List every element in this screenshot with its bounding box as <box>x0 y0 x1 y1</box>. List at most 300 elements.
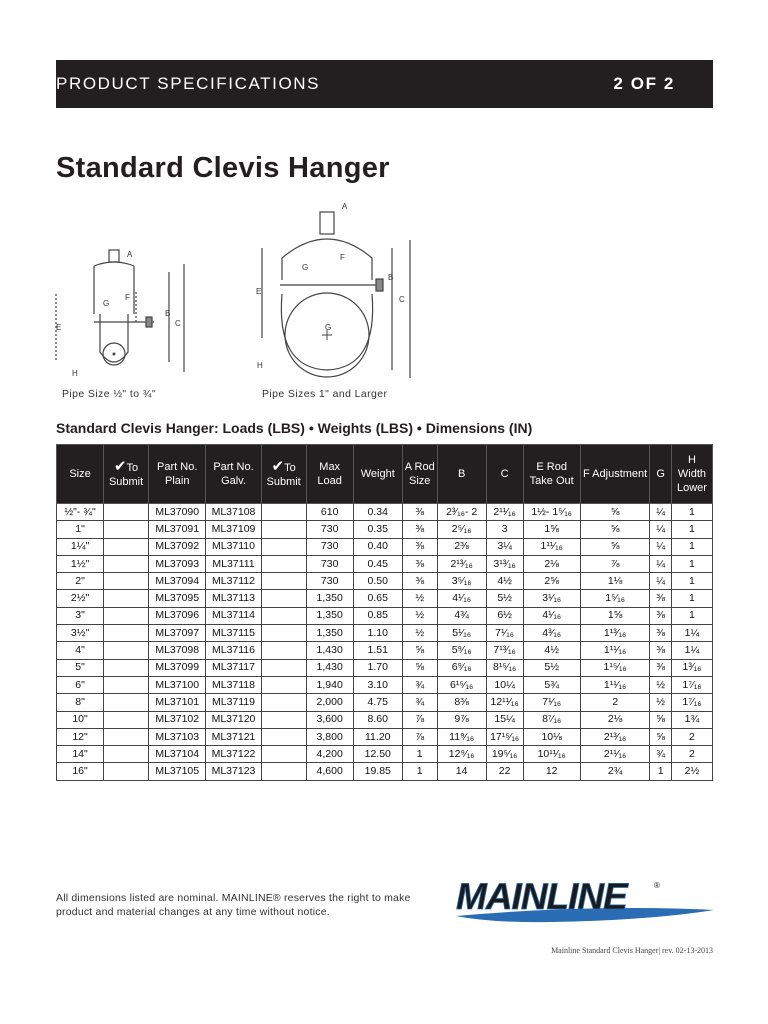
cell-g: ¼ <box>650 538 671 555</box>
submit-checkbox-cell[interactable] <box>261 504 306 521</box>
cell-part-plain: ML37097 <box>149 625 206 642</box>
cell-weight: 1.10 <box>353 625 402 642</box>
submit-checkbox-cell[interactable] <box>104 694 149 711</box>
cell-h: 1¼ <box>671 642 712 659</box>
cell-c: 2¹¹⁄₁₆ <box>486 504 523 521</box>
cell-part-galv: ML37121 <box>206 728 261 745</box>
cell-weight: 0.50 <box>353 573 402 590</box>
cell-g: ¼ <box>650 573 671 590</box>
small-label-h: H <box>72 369 78 378</box>
cell-h: 1¾ <box>671 711 712 728</box>
cell-a: ½ <box>402 625 437 642</box>
small-label-e: E <box>56 323 62 332</box>
cell-max-load: 4,200 <box>306 746 353 763</box>
cell-max-load: 3,800 <box>306 728 353 745</box>
table-header-row <box>57 445 713 504</box>
cell-b: 6¹⁵⁄₁₆ <box>437 676 486 693</box>
cell-a: ½ <box>402 607 437 624</box>
cell-c: 15¼ <box>486 711 523 728</box>
large-hanger-strap <box>282 239 372 280</box>
submit-checkbox-cell[interactable] <box>261 676 306 693</box>
table-row <box>57 676 713 693</box>
document-title: Standard Clevis Hanger <box>56 152 390 184</box>
cell-b: 2⁵⁄₁₆ <box>437 521 486 538</box>
cell-h: 1 <box>671 555 712 572</box>
column-header-label: To Submit <box>108 461 144 488</box>
column-header-label: F Adjustment <box>583 468 648 480</box>
header-title: PRODUCT SPECIFICATIONS <box>56 74 321 93</box>
cell-h: 1¼ <box>671 625 712 642</box>
cell-part-plain: ML37104 <box>149 746 206 763</box>
table-row <box>57 746 713 763</box>
cell-weight: 0.40 <box>353 538 402 555</box>
column-header-a <box>402 445 437 504</box>
cell-e: 12 <box>523 763 580 780</box>
large-bolt-nut <box>376 279 383 291</box>
large-label-b: B <box>388 273 394 282</box>
cell-a: 1 <box>402 746 437 763</box>
cell-g: ⅜ <box>650 625 671 642</box>
cell-part-galv: ML37120 <box>206 711 261 728</box>
cell-size: 12" <box>57 728 104 745</box>
cell-g: ¼ <box>650 521 671 538</box>
cell-part-galv: ML37109 <box>206 521 261 538</box>
cell-e: 1½- 1⁵⁄₁₆ <box>523 504 580 521</box>
cell-g: ⅜ <box>650 659 671 676</box>
specs-table <box>56 444 713 781</box>
cell-part-galv: ML37116 <box>206 642 261 659</box>
submit-checkbox-cell[interactable] <box>261 538 306 555</box>
cell-g: ⅜ <box>650 590 671 607</box>
submit-checkbox-cell[interactable] <box>261 728 306 745</box>
cell-size: 16" <box>57 763 104 780</box>
checkmark-icon: ✔ <box>113 457 127 475</box>
table-row <box>57 504 713 521</box>
cell-h: 1 <box>671 590 712 607</box>
cell-size: 10" <box>57 711 104 728</box>
cell-part-galv: ML37110 <box>206 538 261 555</box>
cell-e: 10⅛ <box>523 728 580 745</box>
cell-g: 1 <box>650 763 671 780</box>
table-row <box>57 607 713 624</box>
column-header-b <box>437 445 486 504</box>
column-header-submit-plain <box>104 445 149 504</box>
cell-size: 1½" <box>57 555 104 572</box>
checkmark-icon: ✔ <box>271 457 285 475</box>
large-label-f: F <box>340 253 345 262</box>
column-header-weight <box>353 445 402 504</box>
cell-b: 12⁹⁄₁₆ <box>437 746 486 763</box>
cell-b: 2³⁄₁₆- 2 <box>437 504 486 521</box>
cell-size: 5" <box>57 659 104 676</box>
cell-b: 3⁵⁄₁₆ <box>437 573 486 590</box>
logo-registered-mark: ® <box>654 881 660 890</box>
column-header-part-galv <box>206 445 261 504</box>
cell-h: 1 <box>671 504 712 521</box>
column-header-h <box>671 445 712 504</box>
table-row <box>57 694 713 711</box>
cell-size: 14" <box>57 746 104 763</box>
cell-c: 7¹⁄₁₆ <box>486 625 523 642</box>
submit-checkbox-cell[interactable] <box>261 711 306 728</box>
cell-f: 1⅛ <box>580 573 650 590</box>
cell-max-load: 730 <box>306 555 353 572</box>
cell-h: 2½ <box>671 763 712 780</box>
cell-b: 4¾ <box>437 607 486 624</box>
cell-size: ½"- ¾" <box>57 504 104 521</box>
cell-b: 11⁹⁄₁₆ <box>437 728 486 745</box>
cell-size: 1¼" <box>57 538 104 555</box>
cell-part-plain: ML37099 <box>149 659 206 676</box>
submit-checkbox-cell[interactable] <box>261 694 306 711</box>
submit-checkbox-cell[interactable] <box>104 746 149 763</box>
column-header-label: To Submit <box>266 461 301 488</box>
column-header-e <box>523 445 580 504</box>
cell-part-galv: ML37122 <box>206 746 261 763</box>
cell-size: 2" <box>57 573 104 590</box>
cell-max-load: 730 <box>306 538 353 555</box>
cell-a: ⅞ <box>402 728 437 745</box>
cell-size: 3½" <box>57 625 104 642</box>
submit-checkbox-cell[interactable] <box>104 676 149 693</box>
cell-weight: 1.51 <box>353 642 402 659</box>
cell-part-galv: ML37111 <box>206 555 261 572</box>
column-header-label: Part No. Plain <box>157 461 198 487</box>
table-row <box>57 555 713 572</box>
cell-c: 22 <box>486 763 523 780</box>
cell-part-plain: ML37098 <box>149 642 206 659</box>
small-label-g: G <box>103 299 110 308</box>
table-row <box>57 763 713 780</box>
cell-a: ⅜ <box>402 573 437 590</box>
cell-weight: 4.75 <box>353 694 402 711</box>
cell-g: ¾ <box>650 746 671 763</box>
cell-e: 2⅛ <box>523 555 580 572</box>
large-rod-nut <box>320 212 334 234</box>
cell-f: 2 <box>580 694 650 711</box>
cell-b: 2⅜ <box>437 538 486 555</box>
cell-c: 3¹³⁄₁₆ <box>486 555 523 572</box>
cell-weight: 0.35 <box>353 521 402 538</box>
small-label-a: A <box>127 250 133 259</box>
cell-c: 12¹¹⁄₁₆ <box>486 694 523 711</box>
cell-c: 3 <box>486 521 523 538</box>
cell-f: 2¹¹⁄₁₆ <box>580 746 650 763</box>
cell-weight: 19.85 <box>353 763 402 780</box>
cell-c: 7¹³⁄₁₆ <box>486 642 523 659</box>
cell-part-galv: ML37112 <box>206 573 261 590</box>
cell-weight: 1.70 <box>353 659 402 676</box>
cell-b: 4¹⁄₁₆ <box>437 590 486 607</box>
cell-a: ⅜ <box>402 504 437 521</box>
cell-b: 5¹⁄₁₆ <box>437 625 486 642</box>
cell-f: 1¹¹⁄₁₆ <box>580 642 650 659</box>
cell-f: ⅝ <box>580 521 650 538</box>
cell-weight: 0.45 <box>353 555 402 572</box>
column-header-label: Max Load <box>317 461 342 487</box>
submit-checkbox-cell[interactable] <box>104 659 149 676</box>
column-header-label: E Rod Take Out <box>529 461 574 487</box>
cell-h: 1⁷⁄₁₆ <box>671 676 712 693</box>
large-label-g-center: G <box>325 323 332 332</box>
page-number: 2 OF 2 <box>613 74 675 93</box>
table-row <box>57 573 713 590</box>
cell-c: 3¼ <box>486 538 523 555</box>
cell-part-plain: ML37092 <box>149 538 206 555</box>
cell-f: 1¹³⁄₁₆ <box>580 625 650 642</box>
cell-g: ⅝ <box>650 711 671 728</box>
cell-e: 4½ <box>523 642 580 659</box>
cell-part-plain: ML37105 <box>149 763 206 780</box>
submit-checkbox-cell[interactable] <box>261 642 306 659</box>
cell-part-plain: ML37100 <box>149 676 206 693</box>
cell-e: 5¾ <box>523 676 580 693</box>
cell-f: ⅞ <box>580 555 650 572</box>
column-header-size <box>57 445 104 504</box>
cell-part-galv: ML37108 <box>206 504 261 521</box>
cell-e: 8⁷⁄₁₆ <box>523 711 580 728</box>
table-row <box>57 642 713 659</box>
cell-b: 6⁹⁄₁₆ <box>437 659 486 676</box>
cell-g: ⅜ <box>650 642 671 659</box>
cell-h: 1⁷⁄₁₆ <box>671 694 712 711</box>
cell-size: 6" <box>57 676 104 693</box>
submit-checkbox-cell[interactable] <box>104 573 149 590</box>
submit-checkbox-cell[interactable] <box>104 728 149 745</box>
large-label-e: E <box>256 287 262 296</box>
submit-checkbox-cell[interactable] <box>104 625 149 642</box>
column-header-max-load <box>306 445 353 504</box>
submit-checkbox-cell[interactable] <box>261 521 306 538</box>
submit-checkbox-cell[interactable] <box>261 590 306 607</box>
cell-part-plain: ML37093 <box>149 555 206 572</box>
cell-e: 1⅝ <box>523 521 580 538</box>
cell-g: ⅜ <box>650 607 671 624</box>
cell-a: ⅝ <box>402 642 437 659</box>
cell-h: 1 <box>671 538 712 555</box>
cell-e: 5½ <box>523 659 580 676</box>
cell-f: ⅝ <box>580 538 650 555</box>
cell-part-galv: ML37119 <box>206 694 261 711</box>
cell-f: 2¹³⁄₁₆ <box>580 728 650 745</box>
small-label-c: C <box>175 319 181 328</box>
cell-part-galv: ML37117 <box>206 659 261 676</box>
small-diagram-caption: Pipe Size ½" to ¾" <box>62 388 157 400</box>
submit-checkbox-cell[interactable] <box>261 625 306 642</box>
revision-label: Mainline Standard Clevis Hanger| rev. 02-13-2013 <box>551 946 713 955</box>
cell-part-plain: ML37101 <box>149 694 206 711</box>
cell-a: ⅜ <box>402 555 437 572</box>
cell-part-galv: ML37113 <box>206 590 261 607</box>
cell-max-load: 1,350 <box>306 625 353 642</box>
table-row <box>57 728 713 745</box>
cell-e: 2⅝ <box>523 573 580 590</box>
cell-max-load: 1,430 <box>306 659 353 676</box>
cell-part-plain: ML37095 <box>149 590 206 607</box>
cell-weight: 0.34 <box>353 504 402 521</box>
column-header-submit-galv <box>261 445 306 504</box>
submit-checkbox-cell[interactable] <box>104 590 149 607</box>
cell-h: 1³⁄₁₆ <box>671 659 712 676</box>
cell-part-plain: ML37094 <box>149 573 206 590</box>
cell-a: 1 <box>402 763 437 780</box>
small-bolt-nut <box>146 317 152 327</box>
submit-checkbox-cell[interactable] <box>261 763 306 780</box>
cell-f: 2⅛ <box>580 711 650 728</box>
cell-size: 1" <box>57 521 104 538</box>
column-header-part-plain <box>149 445 206 504</box>
cell-e: 4³⁄₁₆ <box>523 625 580 642</box>
cell-part-plain: ML37102 <box>149 711 206 728</box>
table-row <box>57 711 713 728</box>
table-row <box>57 625 713 642</box>
column-header-f <box>580 445 650 504</box>
large-label-h: H <box>257 361 263 370</box>
cell-f: 1¹¹⁄₁₆ <box>580 676 650 693</box>
cell-weight: 0.85 <box>353 607 402 624</box>
submit-checkbox-cell[interactable] <box>104 607 149 624</box>
cell-f: 1¹⁵⁄₁₆ <box>580 659 650 676</box>
cell-f: 1⅝ <box>580 607 650 624</box>
large-label-a: A <box>342 202 348 211</box>
cell-part-galv: ML37118 <box>206 676 261 693</box>
cell-e: 4¹⁄₁₆ <box>523 607 580 624</box>
cell-max-load: 1,350 <box>306 590 353 607</box>
cell-h: 1 <box>671 521 712 538</box>
submit-checkbox-cell[interactable] <box>261 555 306 572</box>
submit-checkbox-cell[interactable] <box>104 521 149 538</box>
column-header-label: H Width Lower <box>676 454 707 494</box>
cell-part-plain: ML37091 <box>149 521 206 538</box>
large-label-c: C <box>399 295 405 304</box>
submit-checkbox-cell[interactable] <box>104 555 149 572</box>
cell-max-load: 1,350 <box>306 607 353 624</box>
column-header-label: Size <box>69 468 91 480</box>
cell-g: ½ <box>650 676 671 693</box>
cell-part-plain: ML37103 <box>149 728 206 745</box>
small-hanger-strap <box>94 262 134 314</box>
submit-checkbox-cell[interactable] <box>104 504 149 521</box>
submit-checkbox-cell[interactable] <box>104 642 149 659</box>
disclaimer-note: All dimensions listed are nominal. MAINLINE® reserves the right to make product and material changes at any time without notice. <box>56 892 411 918</box>
submit-checkbox-cell[interactable] <box>261 659 306 676</box>
cell-h: 1 <box>671 573 712 590</box>
cell-max-load: 610 <box>306 504 353 521</box>
cell-part-plain: ML37090 <box>149 504 206 521</box>
cell-e: 1¹¹⁄₁₆ <box>523 538 580 555</box>
cell-b: 8⅜ <box>437 694 486 711</box>
cell-b: 2¹³⁄₁₆ <box>437 555 486 572</box>
small-label-f: F <box>125 293 130 302</box>
cell-b: 9⅞ <box>437 711 486 728</box>
cell-g: ¼ <box>650 555 671 572</box>
table-row <box>57 538 713 555</box>
table-row <box>57 521 713 538</box>
cell-part-galv: ML37114 <box>206 607 261 624</box>
cell-c: 17¹⁵⁄₁₆ <box>486 728 523 745</box>
large-hanger-diagram <box>252 200 422 384</box>
cell-part-galv: ML37115 <box>206 625 261 642</box>
logo-wordmark: MAINLINE <box>456 876 627 917</box>
cell-max-load: 2,000 <box>306 694 353 711</box>
column-header-label: B <box>457 468 466 480</box>
submit-checkbox-cell[interactable] <box>261 573 306 590</box>
cell-b: 5⁹⁄₁₆ <box>437 642 486 659</box>
column-header-label: C <box>500 468 509 480</box>
cell-c: 10¼ <box>486 676 523 693</box>
cell-a: ¾ <box>402 676 437 693</box>
cell-size: 8" <box>57 694 104 711</box>
cell-e: 3¹⁄₁₆ <box>523 590 580 607</box>
column-header-label: Part No. Galv. <box>213 461 254 487</box>
cell-f: ⅝ <box>580 504 650 521</box>
table-body <box>57 504 713 781</box>
cell-a: ⅝ <box>402 659 437 676</box>
cell-weight: 3.10 <box>353 676 402 693</box>
cell-g: ¼ <box>650 504 671 521</box>
cell-size: 4" <box>57 642 104 659</box>
column-header-label: Weight <box>360 468 395 480</box>
submit-checkbox-cell[interactable] <box>261 746 306 763</box>
cell-max-load: 3,600 <box>306 711 353 728</box>
cell-f: 1⁵⁄₁₆ <box>580 590 650 607</box>
small-hanger-diagram <box>54 244 194 384</box>
cell-h: 2 <box>671 746 712 763</box>
column-header-c <box>486 445 523 504</box>
cell-b: 14 <box>437 763 486 780</box>
cell-c: 4½ <box>486 573 523 590</box>
cell-h: 1 <box>671 607 712 624</box>
mainline-logo <box>452 876 714 926</box>
cell-weight: 11.20 <box>353 728 402 745</box>
cell-a: ⅜ <box>402 521 437 538</box>
table-row <box>57 590 713 607</box>
column-header-g <box>650 445 671 504</box>
table-heading: Standard Clevis Hanger: Loads (LBS) • Weights (LBS) • Dimensions (IN) <box>56 420 533 436</box>
cell-size: 3" <box>57 607 104 624</box>
cell-max-load: 4,600 <box>306 763 353 780</box>
small-label-b: B <box>165 309 171 318</box>
cell-g: ⅝ <box>650 728 671 745</box>
submit-checkbox-cell[interactable] <box>261 607 306 624</box>
cell-max-load: 730 <box>306 521 353 538</box>
header-bar <box>56 60 713 108</box>
cell-c: 19⁵⁄₁₆ <box>486 746 523 763</box>
cell-part-plain: ML37096 <box>149 607 206 624</box>
submit-checkbox-cell[interactable] <box>104 763 149 780</box>
table-row <box>57 659 713 676</box>
cell-max-load: 730 <box>306 573 353 590</box>
cell-weight: 12.50 <box>353 746 402 763</box>
column-header-label: G <box>656 468 665 480</box>
cell-a: ¾ <box>402 694 437 711</box>
submit-checkbox-cell[interactable] <box>104 538 149 555</box>
cell-a: ½ <box>402 590 437 607</box>
cell-c: 5½ <box>486 590 523 607</box>
cell-g: ½ <box>650 694 671 711</box>
cell-max-load: 1,430 <box>306 642 353 659</box>
cell-c: 6½ <box>486 607 523 624</box>
submit-checkbox-cell[interactable] <box>104 711 149 728</box>
cell-c: 8¹⁵⁄₁₆ <box>486 659 523 676</box>
cell-max-load: 1,940 <box>306 676 353 693</box>
column-header-label: A Rod Size <box>404 461 435 487</box>
cell-size: 2½" <box>57 590 104 607</box>
large-label-g: G <box>302 263 309 272</box>
cell-a: ⅞ <box>402 711 437 728</box>
cell-part-galv: ML37123 <box>206 763 261 780</box>
cell-weight: 8.60 <box>353 711 402 728</box>
